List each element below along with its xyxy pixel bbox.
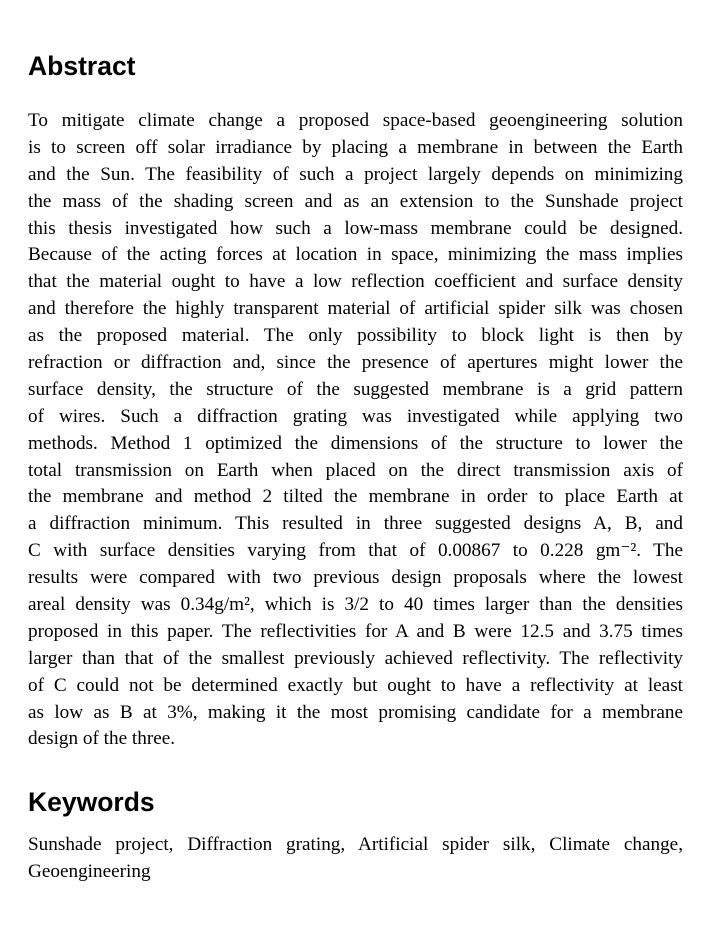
abstract-line: results were compared with two previous design proposals where the lowest: [28, 567, 683, 589]
abstract-line: a diffraction minimum. This resulted in three suggested designs A, B, and: [28, 513, 683, 535]
abstract-line: C with surface densities varying from that of 0.00867 to 0.228 gm⁻². The: [28, 540, 683, 562]
abstract-paragraph: [28, 108, 683, 753]
abstract-line: this thesis investigated how such a low-mass membrane could be designed.: [28, 217, 683, 239]
abstract-line: is to screen off solar irradiance by placing a membrane in between the Earth: [28, 136, 683, 158]
abstract-line: the mass of the shading screen and as an extension to the Sunshade project: [28, 190, 683, 212]
abstract-heading: Abstract: [28, 51, 136, 81]
abstract-line: To mitigate climate change a proposed space-based geoengineering solution: [28, 110, 683, 131]
abstract-line: the membrane and method 2 tilted the membrane in order to place Earth at: [28, 486, 683, 508]
abstract-line: and therefore the highly transparent material of artificial spider silk was chosen: [28, 298, 683, 320]
abstract-line: that the material ought to have a low reflection coefficient and surface density: [28, 271, 683, 293]
abstract-line: Because of the acting forces at location in space, minimizing the mass implies: [28, 244, 683, 266]
abstract-line: areal density was 0.34g/m², which is 3/2 to 40 times larger than the densities: [28, 594, 683, 616]
keywords-line: Geoengineering: [28, 860, 151, 882]
keywords-heading: Keywords: [28, 787, 155, 817]
abstract-line: larger than that of the smallest previously achieved reflectivity. The reflectivity: [28, 647, 683, 669]
abstract-line: as low as B at 3%, making it the most promising candidate for a membrane: [28, 701, 683, 723]
keywords-line: Sunshade project, Diffraction grating, Artificial spider silk, Climate change,: [28, 834, 683, 855]
abstract-line: proposed in this paper. The reflectivities for A and B were 12.5 and 3.75 times: [28, 620, 683, 642]
abstract-line: and the Sun. The feasibility of such a project largely depends on minimizing: [28, 163, 683, 185]
abstract-line: methods. Method 1 optimized the dimensions of the structure to lower the: [28, 432, 683, 454]
abstract-line: of wires. Such a diffraction grating was investigated while applying two: [28, 405, 683, 427]
abstract-line: design of the three.: [28, 728, 176, 750]
abstract-line: surface density, the structure of the suggested membrane is a grid pattern: [28, 378, 683, 400]
abstract-line: refraction or diffraction and, since the presence of apertures might lower the: [28, 352, 683, 374]
abstract-line: of C could not be determined exactly but ought to have a reflectivity at least: [28, 674, 683, 696]
keywords-paragraph: [28, 832, 683, 886]
abstract-line: total transmission on Earth when placed on the direct transmission axis of: [28, 459, 683, 481]
abstract-line: as the proposed material. The only possibility to block light is then by: [28, 325, 683, 347]
